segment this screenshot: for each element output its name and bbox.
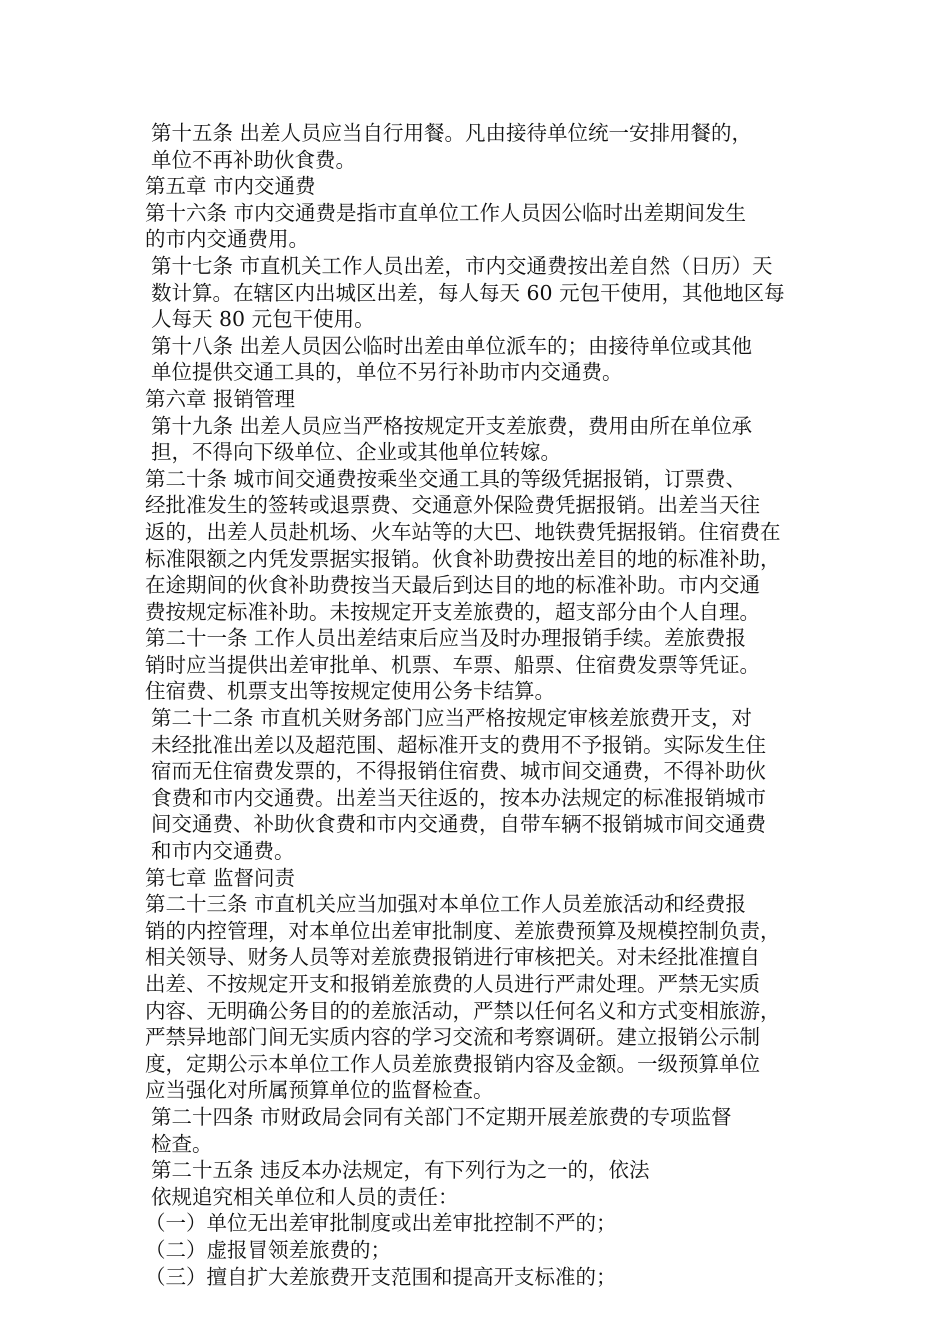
text-line: （三）擅自扩大差旅费开支范围和提高开支标准的； [145,1264,617,1289]
text-line: 第五章 市内交通费 [145,174,316,199]
article-15 [145,120,835,173]
article-24 [145,1104,835,1157]
text-line: 第十五条 出差人员应当自行用餐。凡由接待单位统一安排用餐的， [151,121,753,145]
text-line: 食费和市内交通费。出差当天往返的，按本办法规定的标准报销城市 [151,785,766,810]
list-item-1 [145,1210,835,1237]
text-line: 和市内交通费。 [151,839,295,864]
text-line: 相关领导、财务人员等对差旅费报销进行审核把关。对未经批准擅自 [145,945,760,970]
text-line: 未经批准出差以及超范围、超标准开支的费用不予报销。实际发生住 [151,732,766,757]
text-line: 销的内控管理，对本单位出差审批制度、差旅费预算及规模控制负责， [145,918,781,943]
text-line: 经批准发生的签转或退票费、交通意外保险费凭据报销。出差当天往 [145,493,760,518]
text-line: 第七章 监督问责 [145,865,296,890]
text-line: 第十七条 市直机关工作人员出差，市内交通费按出差自然（日历）天 [151,253,773,278]
text-line: 第二十四条 市财政局会同有关部门不定期开展差旅费的专项监督 [151,1104,732,1129]
text-line: （二）虚报冒领差旅费的； [145,1237,391,1262]
chapter-5-heading [145,173,835,200]
text-line: 第二十五条 违反本办法规定，有下列行为之一的，依法 [151,1158,650,1183]
text-line: 检查。 [151,1131,213,1156]
list-item-3 [145,1264,835,1291]
text-line: 第六章 报销管理 [145,386,296,411]
text-line: 第十六条 市内交通费是指市直单位工作人员因公临时出差期间发生 [145,200,747,225]
article-19 [145,413,835,466]
article-22 [145,705,835,865]
article-23 [145,891,835,1104]
text-line: 单位不再补助伙食费。 [151,147,356,172]
text-line: （一）单位无出差审批制度或出差审批控制不严的； [145,1211,617,1236]
text-line: 单位提供交通工具的，单位不另行补助市内交通费。 [151,360,623,385]
text-line: 费按规定标准补助。未按规定开支差旅费的，超支部分由个人自理。 [145,599,760,624]
chapter-7-heading [145,865,835,892]
text-line: 度，定期公示本单位工作人员差旅费报销内容及金额。一级预算单位 [145,1051,760,1076]
text-line: 第二十条 城市间交通费按乘坐交通工具的等级凭据报销，订票费、 [145,466,747,491]
text-line: 的市内交通费用。 [145,227,309,252]
text-line: 应当强化对所属预算单位的监督检查。 [145,1078,494,1103]
text-line: 第二十一条 工作人员出差结束后应当及时办理报销手续。差旅费报 [145,626,747,651]
text-line: 第二十二条 市直机关财务部门应当严格按规定审核差旅费开支，对 [151,706,753,731]
text-line: 返的，出差人员赴机场、火车站等的大巴、地铁费凭据报销。住宿费在 [145,519,781,544]
list-item-2 [145,1237,835,1264]
text-line: 第十九条 出差人员应当严格按规定开支差旅费，费用由所在单位承 [151,413,753,438]
text-line: 宿而无住宿费发票的，不得报销住宿费、城市间交通费，不得补助伙 [151,759,766,784]
text-line: 间交通费、补助伙食费和市内交通费，自带车辆不报销城市间交通费 [151,812,766,837]
article-21 [145,625,835,705]
text-line: 住宿费、机票支出等按规定使用公务卡结算。 [145,679,555,704]
text-line: 出差、不按规定开支和报销差旅费的人员进行严肃处理。严禁无实质 [145,972,760,996]
article-18 [145,333,835,386]
text-line: 人每天 80 元包干使用。 [151,307,375,332]
text-line: 严禁异地部门间无实质内容的学习交流和考察调研。建立报销公示制 [145,1025,760,1050]
text-line: 销时应当提供出差审批单、机票、车票、船票、住宿费发票等凭证。 [145,652,760,677]
article-20 [145,466,835,626]
text-line: 标准限额之内凭发票据实报销。伙食补助费按出差目的地的标准补助， [145,546,781,571]
text-line: 在途期间的伙食补助费按当天最后到达目的地的标准补助。市内交通 [145,573,760,598]
chapter-6-heading [145,386,835,413]
text-line: 第二十三条 市直机关应当加强对本单位工作人员差旅活动和经费报 [145,892,747,917]
article-16 [145,200,835,253]
text-line: 内容、无明确公务目的的差旅活动，严禁以任何名义和方式变相旅游， [145,998,781,1023]
text-line: 依规追究相关单位和人员的责任： [151,1184,459,1209]
text-line: 担，不得向下级单位、企业或其他单位转嫁。 [151,440,561,465]
text-line: 数计算。在辖区内出城区出差，每人每天 60 元包干使用，其他地区每 [151,280,785,305]
document-body [145,120,835,1290]
article-25 [145,1157,835,1210]
text-line: 第十八条 出差人员因公临时出差由单位派车的；由接待单位或其他 [151,333,753,358]
article-17 [145,253,835,333]
